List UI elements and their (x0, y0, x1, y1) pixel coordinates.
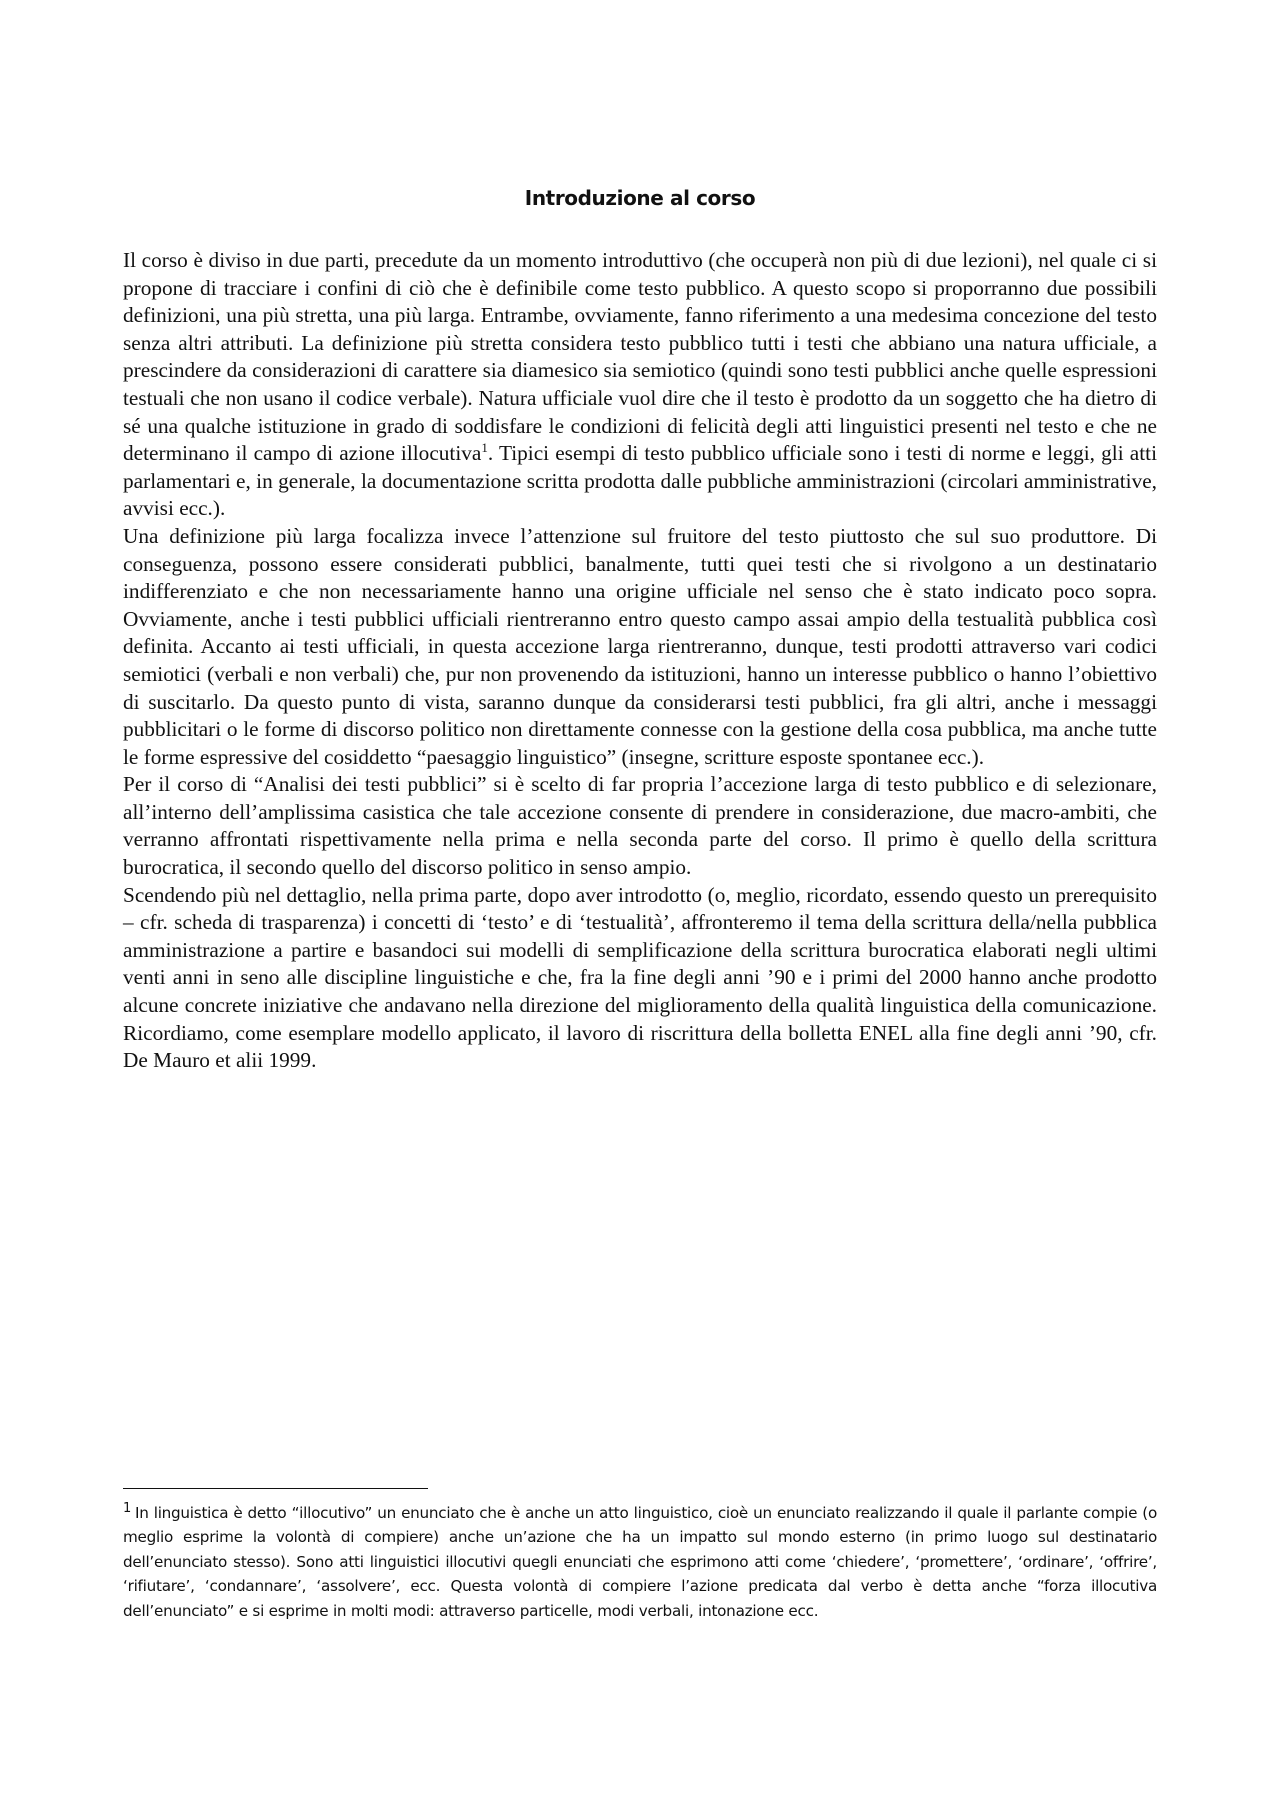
footnote-number: 1 (123, 1500, 132, 1516)
paragraph-4: Scendendo più nel dettaglio, nella prima parte, dopo aver introdotto (o, meglio, ricordato, essendo questo un prerequisito – cfr. scheda di trasparenza) i concetti di ‘testo’ e di ‘testualità’, affronteremo il tema della scrittura della/nella pubblica amministrazione a partire e basandoci sui modelli di semplificazione della scrittura burocratica elaborati negli ultimi venti anni in seno alle discipline linguistiche e che, fra la fine degli anni ’90 e i primi del 2000 hanno anche prodotto alcune concrete iniziative che andavano nella direzione del miglioramento della qualità linguistica della comunicazione. Ricordiamo, come esemplare modello applicato, il lavoro di riscrittura della bolletta ENEL alla fine degli anni ’90, cfr. De Mauro et alii 1999. (123, 882, 1157, 1073)
paragraph-2: Una definizione più larga focalizza invece l’attenzione sul fruitore del testo piuttosto che sul suo produttore. Di conseguenza, possono essere considerati pubblici, banalmente, tutti quei testi che si rivolgono a un destinatario indifferenziato e che non necessariamente hanno una origine ufficiale nel senso che è stato indicato poco sopra. Ovviamente, anche i testi pubblici ufficiali rientreranno entro questo campo assai ampio della testualità pubblica così definita. Accanto ai testi ufficiali, in questa accezione larga rientreranno, dunque, testi prodotti attraverso vari codici semiotici (verbali e non verbali) che, pur non provenendo da istituzioni, hanno un interesse pubblico o hanno l’obiettivo di suscitarlo. Da questo punto di vista, saranno dunque da considerarsi testi pubblici, fra gli altri, anche i messaggi pubblicitari o le forme di discorso politico non direttamente connesse con la gestione della cosa pubblica, ma anche tutte le forme espressive del cosiddetto “paesaggio linguistico” (insegne, scritture esposte spontanee ecc.). (123, 523, 1157, 769)
footnote-separator (123, 1488, 428, 1489)
paragraph-1-text-cont: . Tipici esempi di testo pubblico ufficiale sono i testi di norme e leggi, gli atti parlamentari e, in generale, la documentazione scritta prodotta dalle pubbliche amministrazioni (circolari amministrative, avvisi ecc.). (123, 441, 1157, 521)
footnote-text: In linguistica è detto “illocutivo” un enunciato che è anche un atto linguistico, cioè un enunciato realizzando il quale il parlante compie (o meglio esprime la volontà di compiere) anche un’azione che ha un impatto sul mondo esterno (in primo luogo sul destinatario dell’enunciato stesso). Sono atti linguistici illocutivi quegli enunciati che esprimono atti come ‘chiedere’, ‘promettere’, ‘ordinare’, ‘offrire’, ‘rifiutare’, ‘condannare’, ‘assolvere’, ecc. Questa volontà di compiere l’azione predicata dal verbo è detta anche “forza illocutiva dell’enunciato” e si esprime in molti modi: attraverso particelle, modi verbali, intonazione ecc. (123, 1504, 1157, 1620)
footnote (123, 1501, 1157, 1623)
page-title: Introduzione al corso (524, 186, 756, 210)
paragraph-1 (123, 247, 1157, 523)
paragraph-1-text: Il corso è diviso in due parti, precedute da un momento introduttivo (che occuperà non più di due lezioni), nel quale ci si propone di tracciare i confini di ciò che è definibile come testo pubblico. A questo scopo si proporranno due possibili definizioni, una più stretta, una più larga. Entrambe, ovviamente, fanno riferimento a una medesima concezione del testo senza altri attributi. La definizione più stretta considera testo pubblico tutti i testi che abbiano una natura ufficiale, a prescindere da considerazioni di carattere sia diamesico sia semiotico (quindi sono testi pubblici anche quelle espressioni testuali che non usano il codice verbale). Natura ufficiale vuol dire che il testo è prodotto da un soggetto che ha dietro di sé una qualche istituzione in grado di soddisfare le condizioni di felicità degli atti linguistici presenti nel testo e che ne determinano il campo di azione illocutiva (123, 248, 1157, 466)
document-body (123, 247, 1157, 1075)
paragraph-3: Per il corso di “Analisi dei testi pubblici” si è scelto di far propria l’accezione larga di testo pubblico e di selezionare, all’interno dell’amplissima casistica che tale accezione consente di prendere in considerazione, due macro-ambiti, che verranno affrontati rispettivamente nella prima e nella seconda parte del corso. Il primo è quello della scrittura burocratica, il secondo quello del discorso politico in senso ampio. (123, 772, 1157, 880)
footnote-reference[interactable]: 1 (481, 440, 488, 456)
